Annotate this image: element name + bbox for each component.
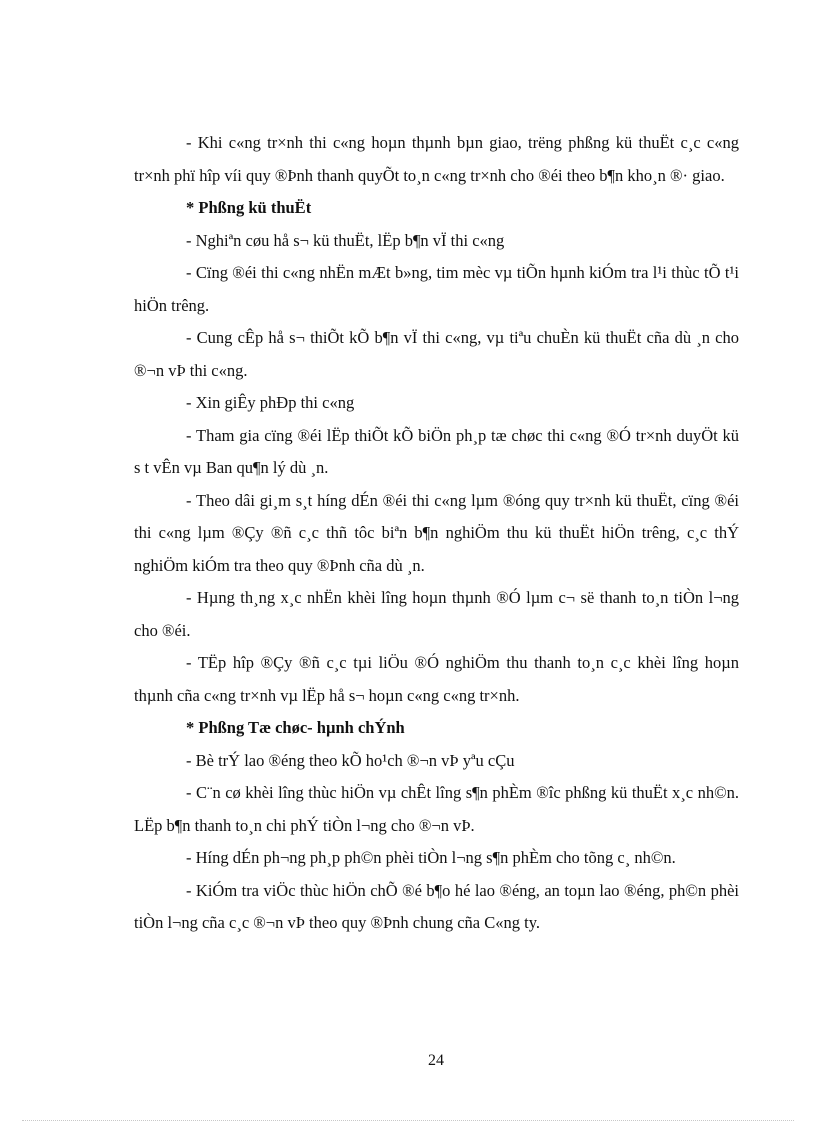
paragraph-2: - Nghiªn cøu hå s¬ kü thuËt, lËp b¶n vÏ thi c«ng (186, 230, 505, 250)
section-heading-admin: * Phßng Tæ chøc- hµnh chÝnh (186, 718, 405, 737)
paragraph-9: - TËp hîp ®Çy ®ñ c¸c tµi liÖu ®Ó nghiÖm thu thanh to¸n c¸c khèi lîng hoµn thµnh cña c«ng tr×nh vµ lËp hå s¬ hoµn c«ng c«ng tr×nh. (134, 653, 739, 705)
section-heading-technical: * Phßng kü thuËt (186, 198, 312, 217)
body-text (134, 127, 739, 940)
page-number: 24 (428, 1052, 444, 1069)
paragraph-13: - KiÓm tra viÖc thùc hiÖn chÕ ®é b¶o hé lao ®éng, an toµn lao ®éng, ph©n phèi tiÒn l¬ng cña c¸c ®¬n vÞ theo quy ®Þnh chung cña C«ng ty. (134, 880, 739, 932)
paragraph-11: - C¨n cø khèi lîng thùc hiÖn vµ chÊt lîng s¶n phÈm ®îc phßng kü thuËt x¸c nh©n. LËp b¶n thanh to¸n chi phÝ tiÒn l¬ng cho ®¬n vÞ. (134, 783, 739, 835)
paragraph-4: - Cung cÊp hå s¬ thiÕt kÕ b¶n vÏ thi c«ng, vµ tiªu chuÈn kü thuËt cña dù ¸n cho ®¬n vÞ thi c«ng. (134, 328, 739, 380)
paragraph-1: - Khi c«ng tr×nh thi c«ng hoµn thµnh bµn giao, trëng phßng kü thuËt c¸c c«ng tr×nh phï hîp víi quy ®Þnh thanh quyÕt to¸n c«ng tr×nh cho ®éi theo b¶n kho¸n ®· giao. (134, 133, 739, 185)
paragraph-6: - Tham gia cïng ®éi lËp thiÕt kÕ biÖn ph¸p tæ chøc thi c«ng ®Ó tr×nh duyÖt kü s t vÊn vµ Ban qu¶n lý dù ¸n. (134, 425, 739, 477)
paragraph-7: - Theo dâi gi¸m s¸t híng dÉn ®éi thi c«ng lµm ®óng quy tr×nh kü thuËt, cïng ®éi thi c«ng lµm ®Çy ®ñ c¸c thñ tôc biªn b¶n nghiÖm thu kü thuËt hiÖn trêng, c¸c thÝ nghiÖm kiÓm tra theo quy ®Þnh cña dù ¸n. (134, 490, 739, 575)
page-bottom-border (22, 1120, 794, 1121)
paragraph-8: - Hµng th¸ng x¸c nhËn khèi lîng hoµn thµnh ®Ó lµm c¬ së thanh to¸n tiÒn l¬ng cho ®éi. (134, 588, 739, 640)
paragraph-12: - Híng dÉn ph¬ng ph¸p ph©n phèi tiÒn l¬ng s¶n phÈm cho tõng c¸ nh©n. (186, 848, 676, 867)
paragraph-3: - Cïng ®éi thi c«ng nhËn mÆt b»ng, tim mèc vµ tiÕn hµnh kiÓm tra l¹i thùc tÕ t¹i hiÖn trêng. (134, 263, 739, 315)
paragraph-5: - Xin giÊy phÐp thi c«ng (186, 393, 355, 412)
paragraph-10: - Bè trÝ lao ®éng theo kÕ ho¹ch ®¬n vÞ yªu cÇu (186, 750, 515, 770)
